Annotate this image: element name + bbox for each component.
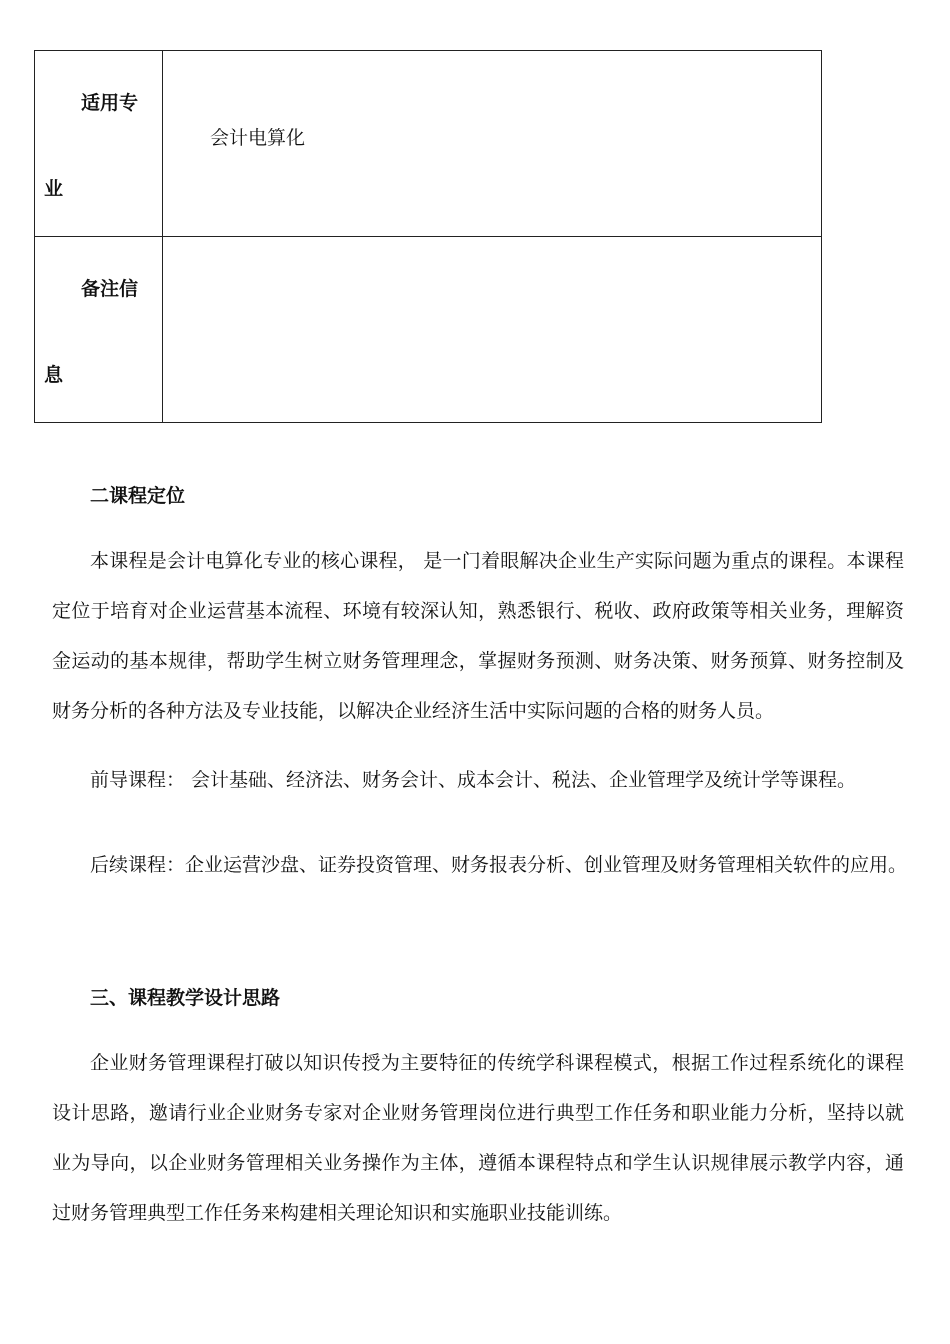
followup-courses: 后续课程：企业运营沙盘、证券投资管理、财务报表分析、创业管理及财务管理相关软件的应用。 xyxy=(90,854,908,876)
label-major-line2: 业 xyxy=(44,178,64,200)
table-row xyxy=(35,51,822,237)
design-approach-paragraph: 企业财务管理课程打破以知识传授为主要特征的传统学科课程模式，根据工作过程系统化的课程设计思路，邀请行业企业财务专家对企业财务管理岗位进行典型工作任务和职业能力分析，坚持以就业为导向，以企业财务管理相关业务操作为主体，遵循本课程特点和学生认识规律展示教学内容，通过财务管理典型工作任务来构建相关理论知识和实施职业技能训练。 xyxy=(52,1052,904,1224)
label-major-line1: 适用专 xyxy=(81,92,139,114)
table-row xyxy=(35,237,822,423)
value-cell-major xyxy=(163,51,822,237)
label-remarks-line1: 备注信 xyxy=(81,278,139,300)
section-heading-design-approach: 三、课程教学设计思路 xyxy=(90,987,281,1009)
section-heading-course-positioning: 二课程定位 xyxy=(90,485,186,507)
course-info-table xyxy=(34,50,822,423)
prerequisite-courses: 前导课程： 会计基础、经济法、财务会计、成本会计、税法、企业管理学及统计学等课程。 xyxy=(90,769,857,791)
course-positioning-paragraph: 本课程是会计电算化专业的核心课程， 是一门着眼解决企业生产实际问题为重点的课程。本课程定位于培育对企业运营基本流程、环境有较深认知，熟悉银行、税收、政府政策等相关业务，理解资金运动的基本规律，帮助学生树立财务管理理念，掌握财务预测、财务决策、财务预算、财务控制及财务分析的各种方法及专业技能，以解决企业经济生活中实际问题的合格的财务人员。 xyxy=(52,550,904,722)
value-cell-remarks xyxy=(163,237,822,423)
label-remarks-line2: 息 xyxy=(44,364,64,386)
label-cell-remarks xyxy=(35,237,163,423)
label-cell-major xyxy=(35,51,163,237)
major-value: 会计电算化 xyxy=(210,127,306,149)
